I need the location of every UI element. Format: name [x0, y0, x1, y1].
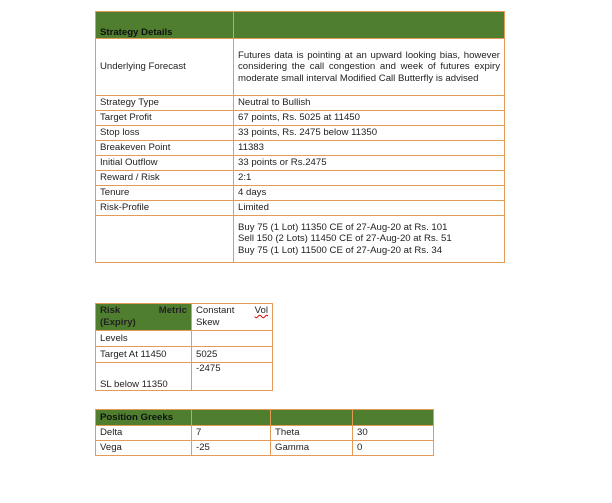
legs-row — [96, 216, 505, 263]
greeks-header-row — [96, 410, 434, 426]
levels-value-empty — [192, 331, 273, 347]
greeks-header-blank — [271, 410, 353, 426]
row-label: Initial Outflow — [96, 156, 234, 171]
table-row — [96, 156, 505, 171]
leg-line: Buy 75 (1 Lot) 11350 CE of 27-Aug-20 at Rs. 101 — [238, 221, 448, 233]
row-label: Reward / Risk — [96, 171, 234, 186]
greeks-header-blank — [192, 410, 271, 426]
table-row — [96, 331, 273, 347]
greek-value: 7 — [192, 426, 271, 441]
constant-word: Constant — [196, 305, 235, 316]
table-row — [96, 126, 505, 141]
metric-word: Metric — [158, 305, 187, 316]
row-label: Tenure — [96, 186, 234, 201]
forecast-label: Underlying Forecast — [96, 39, 234, 96]
row-label: Strategy Type — [96, 96, 234, 111]
table-row — [96, 141, 505, 156]
row-value: Limited — [234, 201, 505, 216]
table-row — [96, 441, 434, 456]
row-label: Risk-Profile — [96, 201, 234, 216]
strategy-header: Strategy Details — [96, 12, 234, 39]
greek-name: Theta — [271, 426, 353, 441]
table-row — [96, 347, 273, 363]
greek-value: 30 — [353, 426, 434, 441]
legs-label-empty — [96, 216, 234, 263]
greek-name: Vega — [96, 441, 192, 456]
strategy-details-table — [95, 11, 505, 263]
skew-label: Skew — [196, 316, 220, 328]
row-value: 33 points or Rs.2475 — [234, 156, 505, 171]
table-row — [96, 111, 505, 126]
table-row — [96, 186, 505, 201]
position-greeks-table — [95, 409, 434, 456]
greek-name: Gamma — [271, 441, 353, 456]
row-value: Neutral to Bullish — [234, 96, 505, 111]
row-value: 67 points, Rs. 5025 at 11450 — [234, 111, 505, 126]
risk-header-row — [96, 304, 273, 331]
greek-value: -25 — [192, 441, 271, 456]
legs-cell — [234, 216, 505, 263]
sl-label: SL below 11350 — [96, 363, 192, 391]
row-label: Breakeven Point — [96, 141, 234, 156]
risk-metric-header — [96, 304, 192, 331]
table-row — [96, 426, 434, 441]
table-row — [96, 363, 273, 391]
greeks-header-blank — [353, 410, 434, 426]
vol-word: Vol — [254, 305, 268, 316]
row-value: 2:1 — [234, 171, 505, 186]
table-row — [96, 201, 505, 216]
greeks-header: Position Greeks — [96, 410, 192, 426]
table-row — [96, 96, 505, 111]
greek-name: Delta — [96, 426, 192, 441]
constant-vol-header — [192, 304, 273, 331]
expiry-label: (Expiry) — [100, 316, 136, 328]
leg-line: Buy 75 (1 Lot) 11500 CE of 27-Aug-20 at Rs. 34 — [238, 244, 443, 256]
row-label: Target Profit — [96, 111, 234, 126]
strategy-header-row — [96, 12, 505, 39]
greek-value: 0 — [353, 441, 434, 456]
forecast-row — [96, 39, 505, 96]
target-value: 5025 — [192, 347, 273, 363]
row-label: Stop loss — [96, 126, 234, 141]
sl-value: -2475 — [192, 363, 273, 391]
levels-label: Levels — [96, 331, 192, 347]
forecast-text: Futures data is pointing at an upward looking bias, however considering the call congestion and week of futures expiry moderate small interval Modified Call Butterfly is advised — [234, 39, 505, 96]
risk-word: Risk — [100, 305, 121, 316]
leg-line: Sell 150 (2 Lots) 11450 CE of 27-Aug-20 at Rs. 51 — [238, 233, 452, 245]
table-row — [96, 171, 505, 186]
row-value: 33 points, Rs. 2475 below 11350 — [234, 126, 505, 141]
row-value: 4 days — [234, 186, 505, 201]
risk-metric-table — [95, 303, 273, 391]
strategy-header-blank — [234, 12, 505, 39]
row-value: 11383 — [234, 141, 505, 156]
target-label: Target At 11450 — [96, 347, 192, 363]
